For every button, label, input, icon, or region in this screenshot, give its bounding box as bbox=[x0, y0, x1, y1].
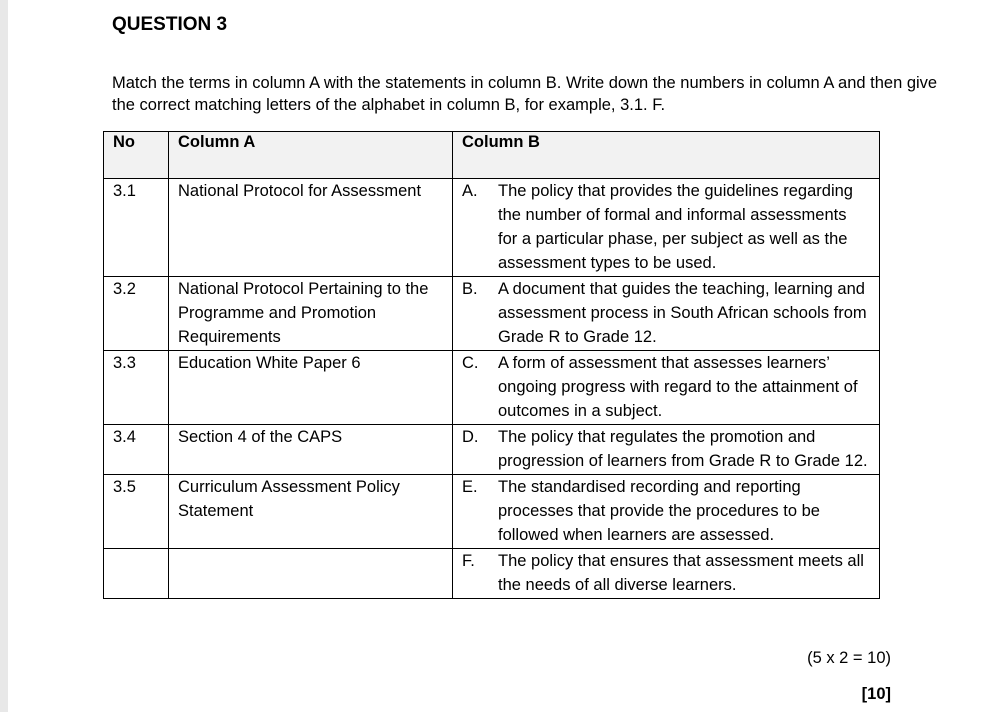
column-b-letter: B. bbox=[462, 280, 478, 298]
column-b-letter: F. bbox=[462, 552, 475, 570]
row-number bbox=[104, 549, 169, 599]
table-row bbox=[104, 425, 880, 475]
table-row bbox=[104, 475, 880, 549]
column-b-statement: The standardised recording and reporting processes that provide the procedures to be followed when learners are assessed. bbox=[498, 478, 820, 544]
table-row bbox=[104, 179, 880, 277]
document-page bbox=[8, 0, 986, 712]
column-b-statement: The policy that provides the guidelines regarding the number of formal and informal assessments for a particular phase, per subject as well as the assessment types to be used. bbox=[498, 182, 853, 272]
instructions: Match the terms in column A with the statements in column B. Write down the numbers in column A and then give the correct matching letters of the alphabet in column B, for example, 3.1. F. bbox=[112, 74, 938, 114]
marks-allocation: (5 x 2 = 10) bbox=[807, 649, 891, 667]
column-b-cell bbox=[453, 549, 880, 599]
column-b-letter: E. bbox=[462, 478, 478, 496]
header-column-b: Column B bbox=[453, 132, 880, 179]
row-number: 3.4 bbox=[104, 425, 169, 475]
column-a-term: National Protocol Pertaining to the Programme and Promotion Requirements bbox=[169, 277, 453, 351]
row-number: 3.1 bbox=[104, 179, 169, 277]
header-no: No bbox=[104, 132, 169, 179]
column-b-cell bbox=[453, 277, 880, 351]
column-b-cell bbox=[453, 351, 880, 425]
column-b-letter: C. bbox=[462, 354, 479, 372]
column-b-letter: D. bbox=[462, 428, 479, 446]
column-b-letter: A. bbox=[462, 182, 478, 200]
table-row bbox=[104, 277, 880, 351]
total-marks: [10] bbox=[861, 685, 891, 703]
row-number: 3.2 bbox=[104, 277, 169, 351]
column-b-cell bbox=[453, 425, 880, 475]
column-b-statement: A form of assessment that assesses learners’ ongoing progress with regard to the attainment of outcomes in a subject. bbox=[498, 354, 858, 420]
row-number: 3.5 bbox=[104, 475, 169, 549]
column-a-term: Section 4 of the CAPS bbox=[169, 425, 453, 475]
table-row bbox=[104, 549, 880, 599]
question-title: QUESTION 3 bbox=[112, 14, 228, 35]
column-b-statement: The policy that regulates the promotion and progression of learners from Grade R to Grade 12. bbox=[498, 428, 868, 470]
column-b-cell bbox=[453, 475, 880, 549]
column-a-term: Education White Paper 6 bbox=[169, 351, 453, 425]
column-b-statement: A document that guides the teaching, learning and assessment process in South African schools from Grade R to Grade 12. bbox=[498, 280, 867, 346]
table-header-row bbox=[104, 132, 880, 179]
matching-table bbox=[103, 131, 880, 599]
header-column-a: Column A bbox=[169, 132, 453, 179]
column-a-term: National Protocol for Assessment bbox=[169, 179, 453, 277]
column-a-term bbox=[169, 549, 453, 599]
row-number: 3.3 bbox=[104, 351, 169, 425]
column-a-term: Curriculum Assessment Policy Statement bbox=[169, 475, 453, 549]
column-b-cell bbox=[453, 179, 880, 277]
column-b-statement: The policy that ensures that assessment meets all the needs of all diverse learners. bbox=[498, 552, 864, 594]
table-row bbox=[104, 351, 880, 425]
